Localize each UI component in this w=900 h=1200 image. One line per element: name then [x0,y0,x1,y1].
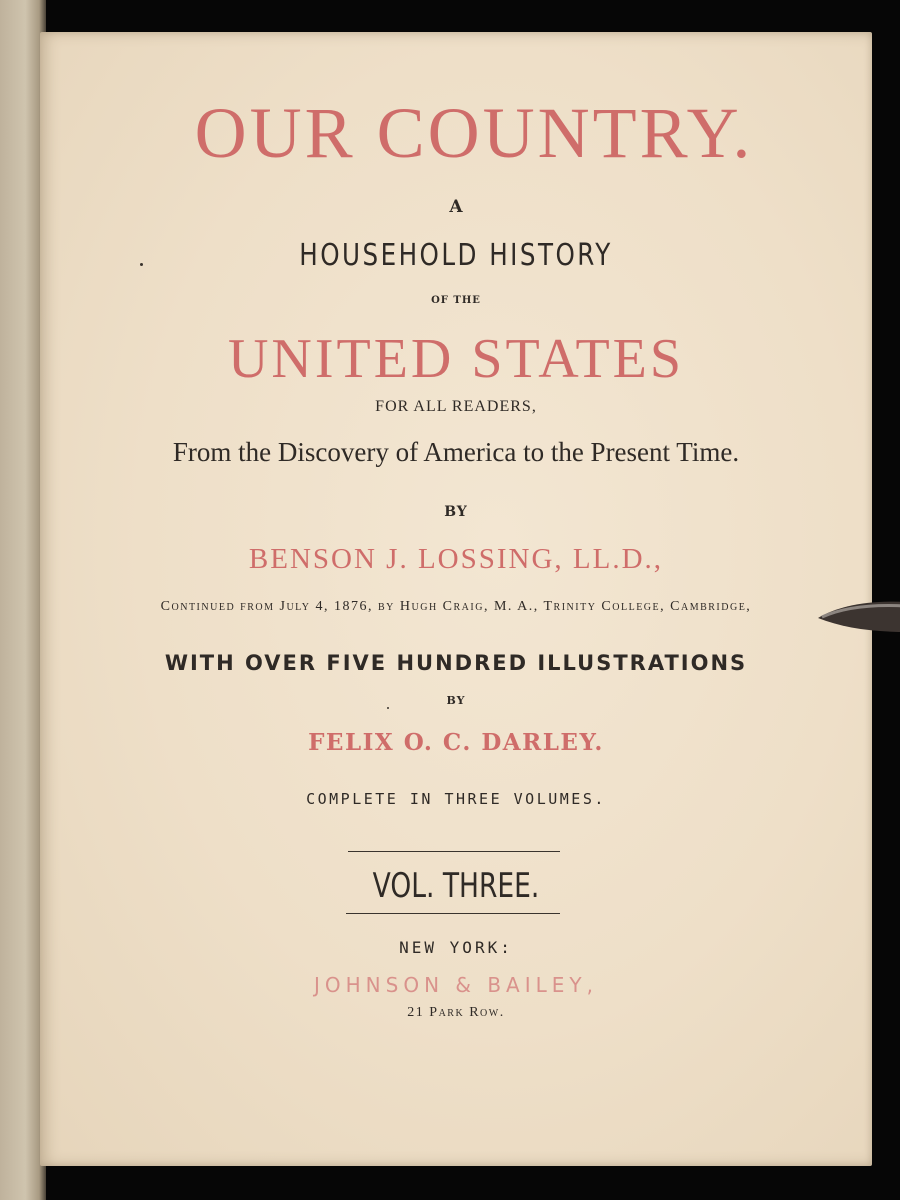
volume-label: VOL. THREE. [372,866,540,906]
by-illustrator-label: BY [446,694,466,707]
subtitle: HOUSEHOLD HISTORY [299,238,613,273]
edition-line: COMPLETE IN THREE VOLUMES. [306,790,606,808]
illustrations-line: WITH OVER FIVE HUNDRED ILLUSTRATIONS [164,651,748,675]
of-the: OF THE [431,295,481,306]
volume-rule-bottom [346,913,560,914]
publisher-name: JOHNSON & BAILEY, [313,973,598,997]
illustrator-name: FELIX O. C. DARLEY. [308,729,604,756]
audience-line: FOR ALL READERS, [375,398,537,415]
book-title: OUR COUNTRY. [194,93,754,173]
author-name: BENSON J. LOSSING, LL.D., [248,543,664,575]
article-a: A [449,197,463,217]
continuation-line: Continued from July 4, 1876, by Hugh Craig, M. A., Trinity College, Cambridge, [160,599,752,614]
publisher-city: NEW YORK: [399,938,513,957]
ink-speck [387,707,389,709]
volume-rule-top [348,851,560,852]
nation-heading: UNITED STATES [227,328,685,390]
by-author-label: BY [444,504,468,520]
publisher-address: 21 Park Row. [407,1005,505,1020]
span-line: From the Discovery of America to the Present Time. [172,437,740,467]
